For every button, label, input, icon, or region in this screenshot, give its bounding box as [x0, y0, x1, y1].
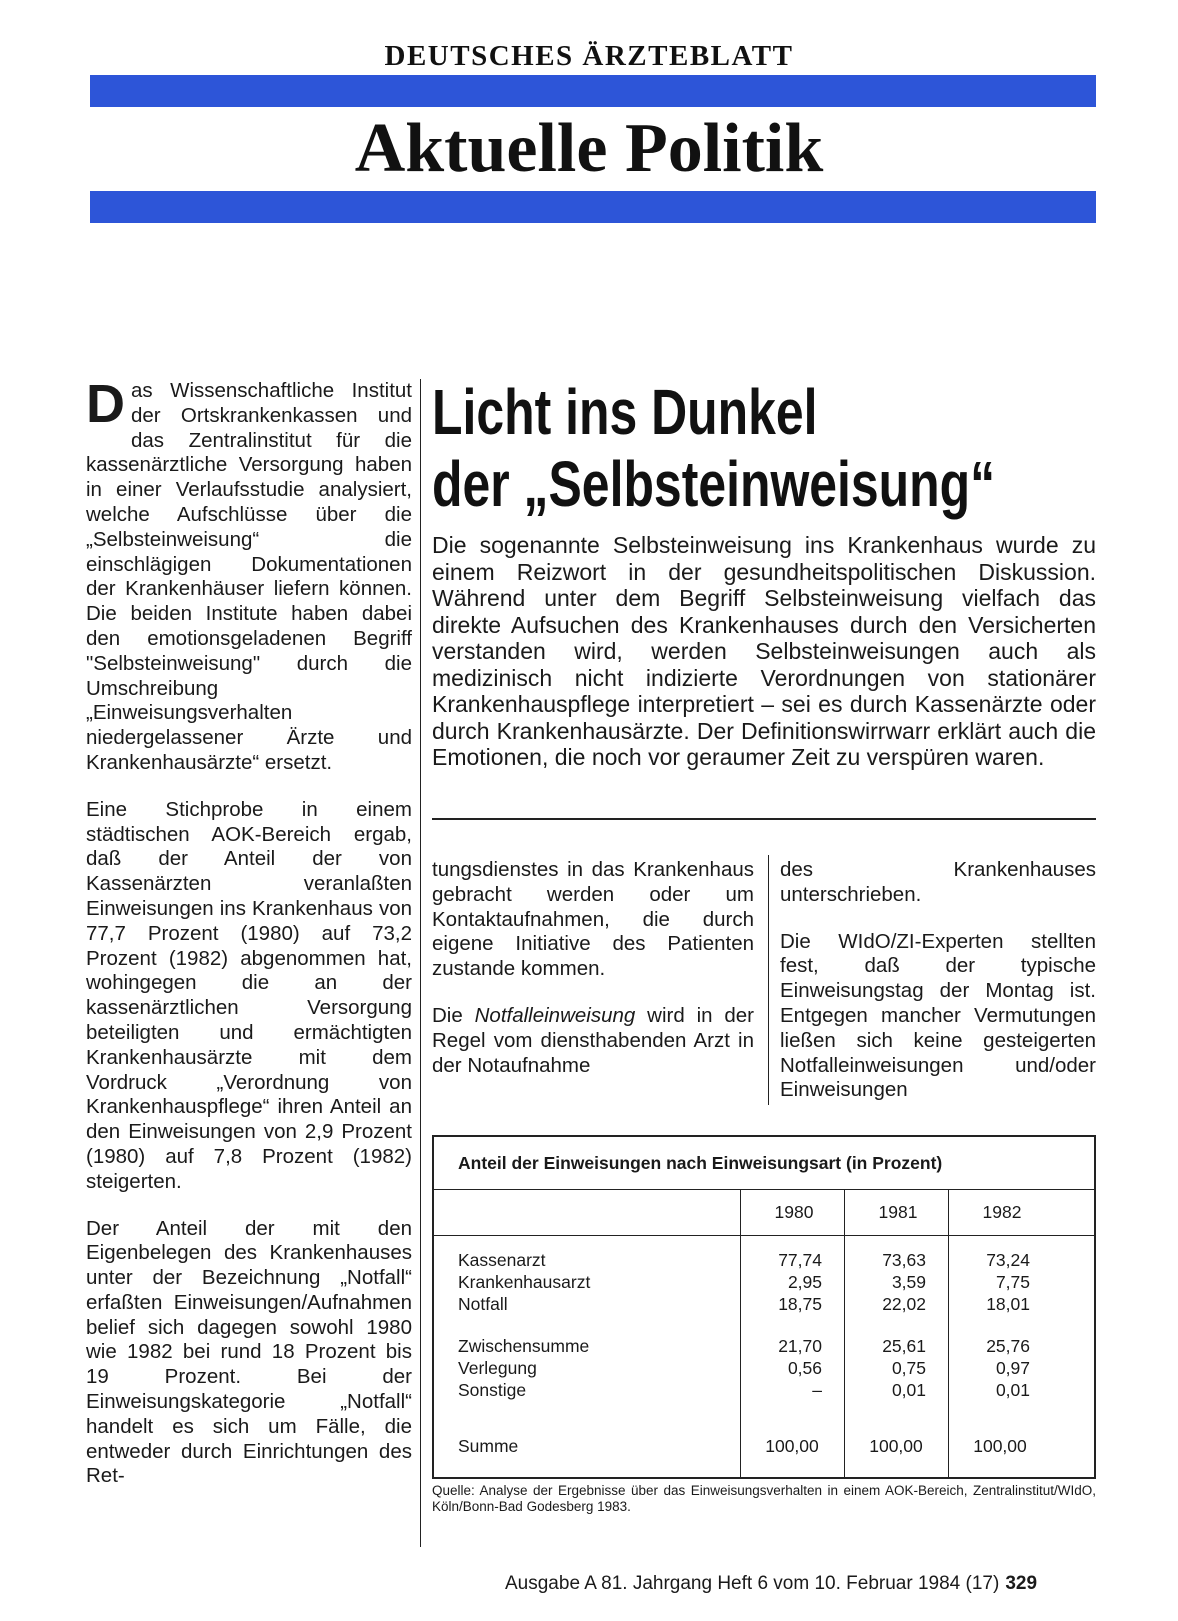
year-header: 1981 [878, 1202, 918, 1222]
row-label: Kassenarzt [458, 1250, 546, 1270]
intro-divider [432, 818, 1096, 820]
article-headline [432, 376, 996, 520]
right-column [780, 858, 1096, 1125]
middle-paragraph-2 [432, 1004, 754, 1078]
table-col-divider [740, 1189, 741, 1477]
table-value: 21,70 [778, 1336, 822, 1356]
table-value: 0,56 [787, 1358, 822, 1378]
admissions-table [432, 1135, 1096, 1479]
article-intro: Die sogenannte Selbsteinweisung ins Krankenhaus wurde zu einem Reizwort in der gesundheitspolitischen Diskussion. Während unter dem Begriff Selbsteinweisung vielfach das direkte Aufsuchen des Krankenhauses durch den Versicherten verstanden wird, werden Selbsteinweisungen auch als medizinisch nicht indizierte Verordnungen von stationärer Krankenhauspflege interpretiert – sei es durch Kassenärzte oder durch Krankenhausärzte. Der Definitionswirrwarr erklärt auch die Emotionen, die noch vor geraumer Zeit zu verspüren waren. [432, 532, 1096, 770]
table-rule [434, 1189, 1094, 1190]
table-value: 73,24 [986, 1250, 1030, 1270]
table-value: 18,01 [986, 1294, 1030, 1314]
middle-paragraph-2-end: wird in der Regel vom diensthabenden Arzt in der Notaufnahme [432, 1003, 754, 1077]
masthead-bar-bottom [90, 191, 1096, 223]
table-rule [434, 1235, 1094, 1236]
column-divider [420, 379, 421, 1547]
left-column [86, 374, 412, 1511]
table-total-value: 100,00 [869, 1436, 923, 1456]
left-paragraph-2: Eine Stichprobe in einem städtischen AOK-Bereich ergab, daß der Anteil der von Kassenärzten veranlaßten Einweisungen ins Krankenhaus von 77,7 Prozent (1980) auf 73,2 Prozent (1982) abgenommen hat, wohingegen die an der kassenärztlichen Versorgung beteiligten und ermächtigten Krankenhausärzte mit dem Vordruck „Verordnung von Krankenhauspflege“ ihren Anteil an den Einweisungen von 2,9 Prozent (1980) auf 7,8 Prozent (1982) steigerten. [86, 797, 412, 1193]
table-value: 73,63 [882, 1250, 926, 1270]
headline-line-2: der „Selbsteinweisung“ [432, 448, 996, 520]
table-value: – [812, 1380, 822, 1400]
row-label: Sonstige [458, 1380, 527, 1400]
middle-paragraph-1: tungsdienstes in das Krankenhaus gebracht werden oder um Kontaktaufnahmen, die durch eigene Initiative des Patienten zustande kommen. [432, 858, 754, 981]
left-paragraph-1 [86, 374, 412, 776]
year-header: 1980 [774, 1202, 814, 1222]
middle-column [432, 858, 754, 1100]
row-label: Notfall [458, 1294, 508, 1314]
middle-paragraph-2-start: Die [432, 1003, 475, 1027]
table-value: 18,75 [778, 1294, 822, 1314]
section-title: Aktuelle Politik [354, 110, 824, 187]
table-col-divider [948, 1189, 949, 1477]
page-number: 329 [1005, 1573, 1038, 1594]
table-value: 25,61 [882, 1336, 926, 1356]
right-paragraph-2: Die WIdO/ZI-Experten stellten fest, daß der typische Einweisungstag der Montag ist. Entgegen mancher Vermutungen ließen sich keine gesteigerten Notfalleinweisungen und/oder Einweisungen [780, 929, 1096, 1102]
notfalleinweisung-term: Notfalleinweisung [474, 1003, 636, 1027]
drop-cap: D [86, 374, 125, 434]
journal-title: DEUTSCHES ÄRZTEBLATT [384, 40, 794, 72]
row-label: Krankenhausarzt [458, 1272, 591, 1292]
table-source: Quelle: Analyse der Ergebnisse über das Einweisungsverhalten in einem AOK-Bereich, Zentralinstitut/WIdO, Köln/Bonn-Bad Godesberg 1983. [432, 1483, 1096, 1514]
table-value: 25,76 [986, 1336, 1030, 1356]
right-paragraph-1: des Krankenhauses unterschrieben. [780, 858, 1096, 906]
issue-info: Ausgabe A 81. Jahrgang Heft 6 vom 10. Februar 1984 (17) [505, 1573, 1000, 1594]
row-label: Zwischensumme [458, 1336, 590, 1356]
row-label: Verlegung [458, 1358, 537, 1378]
left-paragraph-3: Der Anteil der mit den Eigenbelegen des Krankenhauses unter der Bezeichnung „Notfall“ erfaßten Einweisungen/Aufnahmen belief sich dagegen sowohl 1980 wie 1982 bei rund 18 Prozent bis 19 Prozent. Bei der Einweisungskategorie „Notfall“ handelt es sich um Fälle, die entweder durch Einrichtungen des Ret- [86, 1216, 412, 1488]
table-value: 77,74 [778, 1250, 822, 1270]
table-caption: Anteil der Einweisungen nach Einweisungsart (in Prozent) [458, 1153, 943, 1173]
page-footer [505, 1573, 1097, 1595]
table-total-value: 100,00 [973, 1436, 1027, 1456]
column-divider-inner [768, 855, 769, 1105]
masthead-bar-top [90, 75, 1096, 107]
table-value: 3,59 [891, 1272, 926, 1292]
left-paragraph-1-text: as Wissenschaftliche Institut der Ortskrankenkassen und das Zentralinstitut für die kassenärztliche Versorgung haben in einer Verlaufsstudie analysiert, welche Aufschlüsse über die „Selbsteinweisung“ die einschlägigen Dokumentationen der Krankenhäuser liefern können. Die beiden Institute haben dabei den emotionsgeladenen Begriff "Selbsteinweisung" durch die Umschreibung „Einweisungsverhalten niedergelassener Ärzte und Krankenhausärzte“ ersetzt. [86, 379, 412, 774]
table-value: 0,97 [995, 1358, 1030, 1378]
table-value: 22,02 [882, 1294, 926, 1314]
headline-line-1: Licht ins Dunkel [432, 376, 818, 448]
row-label-total: Summe [458, 1436, 519, 1456]
table-value: 7,75 [995, 1272, 1030, 1292]
table-value: 2,95 [787, 1272, 822, 1292]
table-value: 0,01 [995, 1380, 1030, 1400]
table-total-value: 100,00 [765, 1436, 819, 1456]
table-value: 0,01 [891, 1380, 926, 1400]
table-col-divider [844, 1189, 845, 1477]
year-header: 1982 [982, 1202, 1022, 1222]
table-value: 0,75 [891, 1358, 926, 1378]
